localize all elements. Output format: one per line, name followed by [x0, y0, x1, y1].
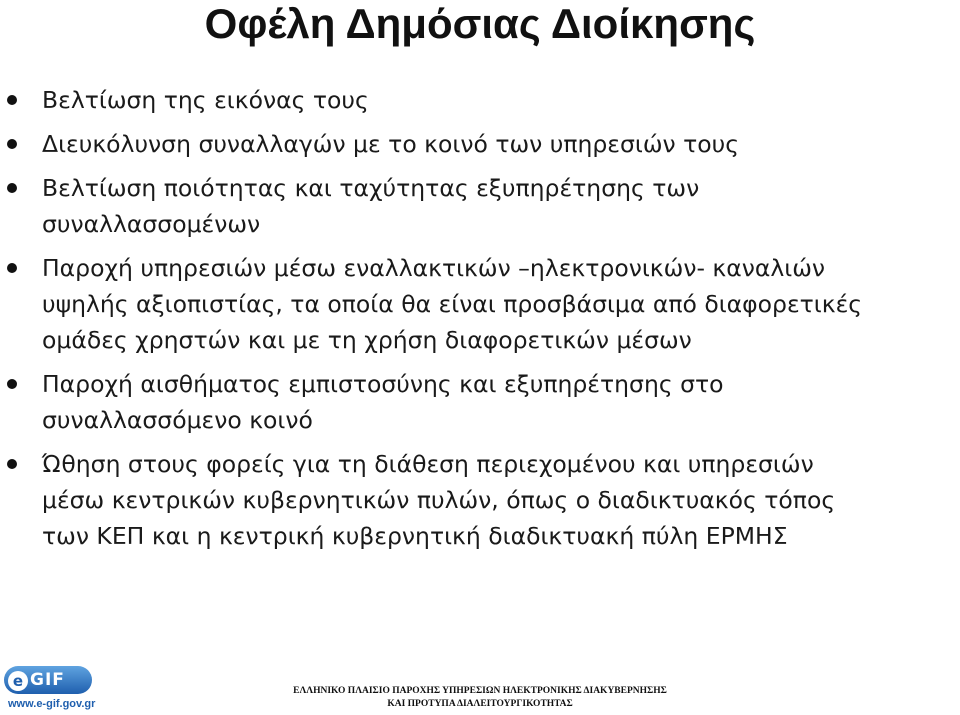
slide-title: Οφέλη Δημόσιας Διοίκησης [204, 0, 756, 47]
bullet-dot-icon [7, 139, 17, 149]
egif-logo [4, 662, 96, 712]
bullet-text-line: συναλλασσόμενο κοινό [42, 406, 313, 434]
bullet-dot-icon [7, 459, 17, 469]
bullet-item [0, 250, 960, 358]
bullet-dot-icon [7, 95, 17, 105]
bullet-text-line: Βελτίωση της εικόνας τους [42, 86, 369, 114]
bullet-item [0, 170, 960, 242]
bullet-text-line: Διευκόλυνση συναλλαγών με το κοινό των υπηρεσιών τους [42, 130, 740, 158]
bullet-text-line: Βελτίωση ποιότητας και ταχύτητας εξυπηρέτησης των [42, 174, 700, 202]
bullet-text-line: Παροχή υπηρεσιών μέσω εναλλακτικών –ηλεκτρονικών- καναλιών [42, 254, 826, 282]
bullet-text-line: υψηλής αξιοπιστίας, τα οποία θα είναι προσβάσιμα από διαφορετικές [42, 290, 863, 318]
bullet-text-line: μέσω κεντρικών κυβερνητικών πυλών, όπως ο διαδικτυακός τόπος [42, 486, 836, 514]
bullet-item [0, 366, 960, 438]
bullet-list [0, 82, 960, 562]
bullet-text-line: Ώθηση στους φορείς για τη διάθεση περιεχομένου και υπηρεσιών [42, 450, 814, 478]
bullet-item [0, 126, 960, 162]
bullet-text-line: ομάδες χρηστών και με τη χρήση διαφορετικών μέσων [42, 326, 692, 354]
bullet-text-line: των ΚΕΠ και η κεντρική κυβερνητική διαδικτυακή πύλη ΕΡΜΗΣ [42, 522, 788, 550]
bullet-item [0, 82, 960, 118]
egif-logo-e-icon: e [8, 671, 28, 691]
bullet-dot-icon [7, 183, 17, 193]
bullet-text-line: συναλλασσομένων [42, 210, 261, 238]
egif-url: www.e-gif.gov.gr [8, 698, 96, 710]
bullet-dot-icon [7, 379, 17, 389]
bullet-item [0, 446, 960, 554]
egif-logo-badge [4, 666, 92, 694]
footer-caption-line-2: ΚΑΙ ΠΡΟΤΥΠΑ ΔΙΑΛΕΙΤΟΥΡΓΙΚΟΤΗΤΑΣ [387, 699, 573, 709]
bullet-dot-icon [7, 263, 17, 273]
bullet-text-line: Παροχή αισθήματος εμπιστοσύνης και εξυπηρέτησης στο [42, 370, 724, 398]
egif-logo-text: GIF [30, 670, 65, 690]
footer-caption-line-1: ΕΛΛΗΝΙΚΟ ΠΛΑΙΣΙΟ ΠΑΡΟΧΗΣ ΥΠΗΡΕΣΙΩΝ ΗΛΕΚΤΡΟΝΙΚΗΣ ΔΙΑΚΥΒΕΡΝΗΣΗΣ [293, 686, 667, 696]
footer [0, 660, 960, 715]
